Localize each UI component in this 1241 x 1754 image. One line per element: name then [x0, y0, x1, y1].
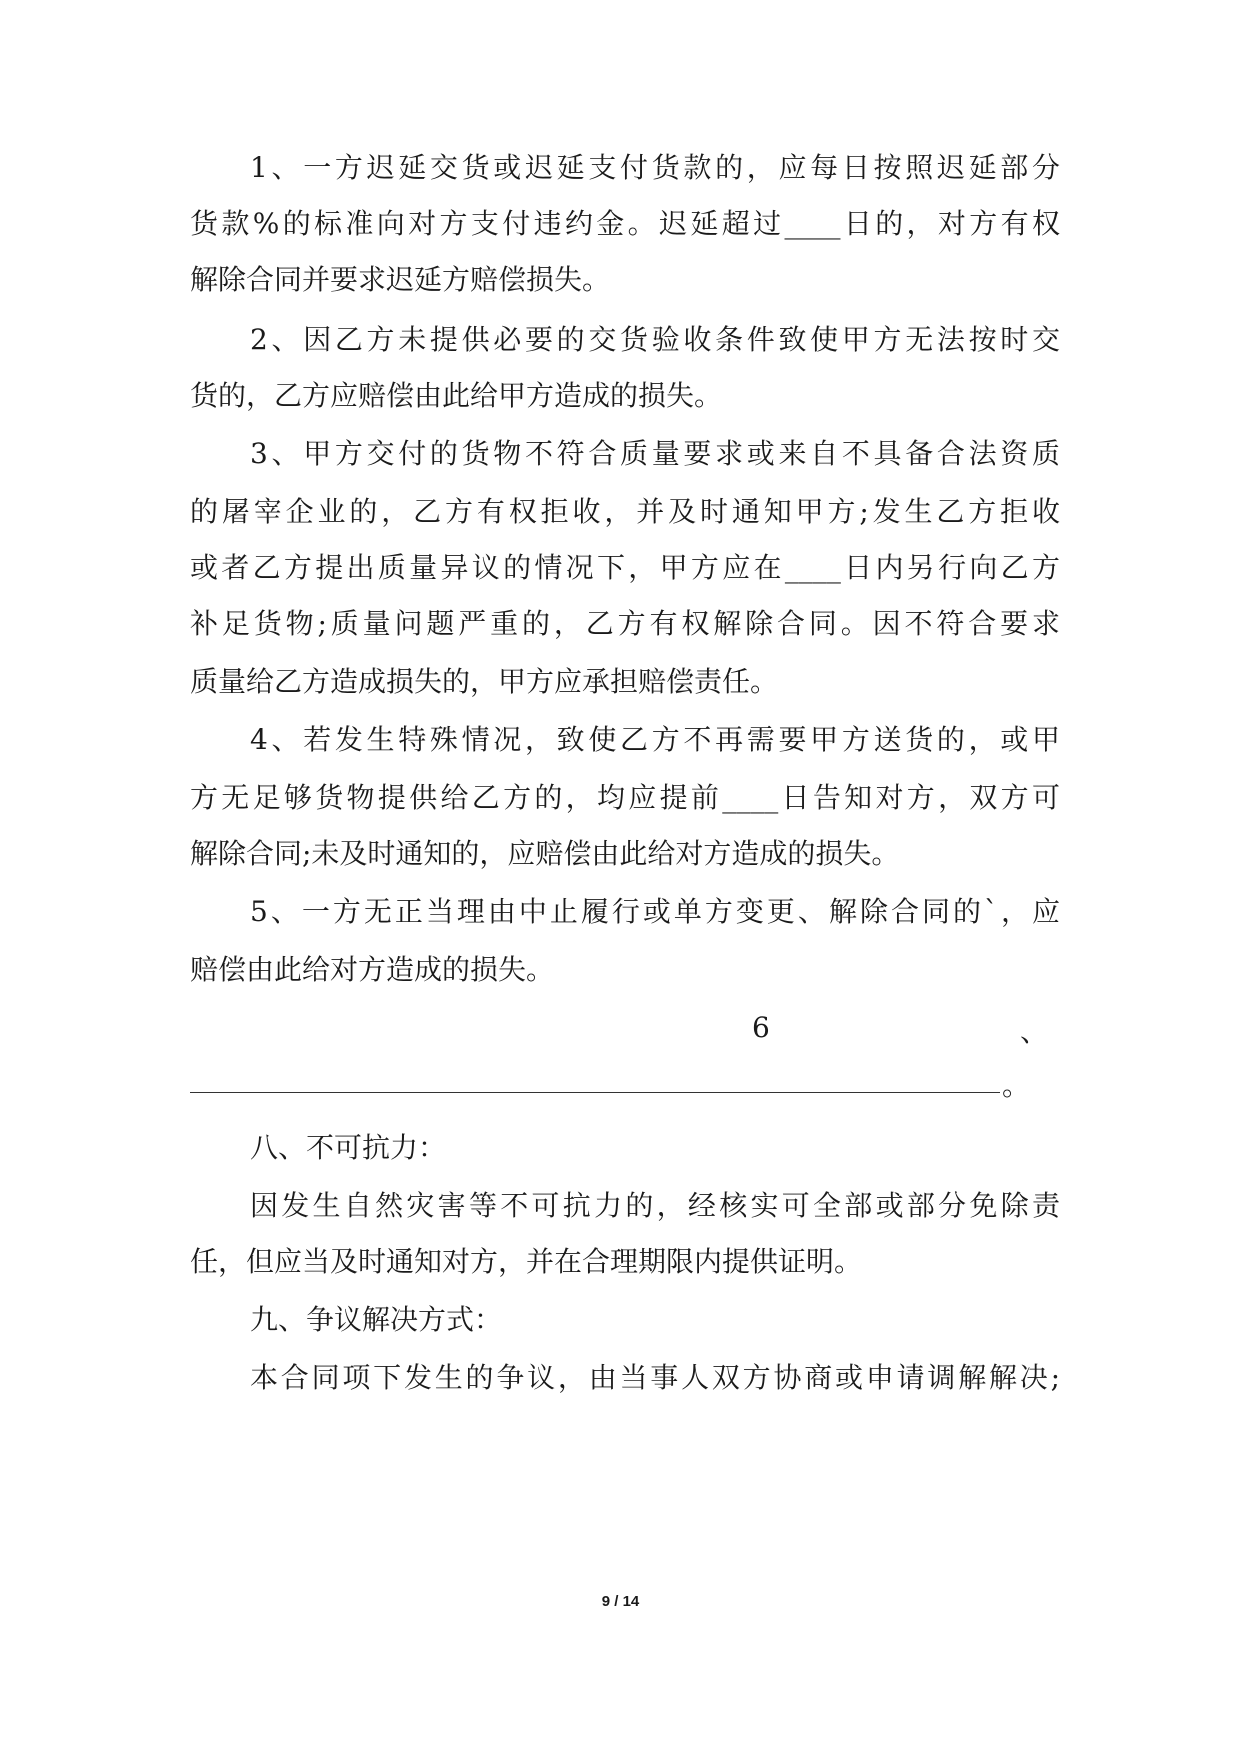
clause-1-line-3: 解除合同并要求迟延方赔偿损失。: [190, 263, 611, 296]
blank-fill-line: [190, 1092, 1000, 1093]
clause-3-line-2: 的屠宰企业的，乙方有权拒收，并及时通知甲方;发生乙方拒收: [190, 495, 1060, 528]
section-9-line-1: 本合同项下发生的争议，由当事人双方协商或申请调解解决;: [250, 1361, 1060, 1394]
section-8-line-2: 任，但应当及时通知对方，并在合理期限内提供证明。: [190, 1245, 863, 1278]
clause-5-line-1: 5、一方无正当理由中止履行或单方变更、解除合同的`，应: [250, 895, 1060, 928]
clause-3-line-1: 3、甲方交付的货物不符合质量要求或来自不具备合法资质: [250, 437, 1060, 470]
clause-2-line-2: 货的，乙方应赔偿由此给甲方造成的损失。: [190, 379, 723, 412]
clause-3-line-5: 质量给乙方造成损失的，甲方应承担赔偿责任。: [190, 665, 779, 698]
clause-3-line-3: 或者乙方提出质量异议的情况下，甲方应在____日内另行向乙方: [190, 551, 1060, 584]
section-8-heading: 八、不可抗力：: [250, 1131, 447, 1164]
section-9-heading: 九、争议解决方式：: [250, 1303, 503, 1336]
clause-4-line-3: 解除合同;未及时通知的，应赔偿由此给对方造成的损失。: [190, 837, 900, 870]
clause-6-end: 。: [1002, 1069, 1031, 1102]
page-number: 9 / 14: [601, 1593, 640, 1610]
clause-3-line-4: 补足货物;质量问题严重的，乙方有权解除合同。因不符合要求: [190, 607, 1060, 640]
clause-5-line-2: 赔偿由此给对方造成的损失。: [190, 953, 555, 986]
section-8-line-1: 因发生自然灾害等不可抗力的，经核实可全部或部分免除责: [250, 1189, 1060, 1222]
clause-1-line-1: 1、一方迟延交货或迟延支付货款的，应每日按照迟延部分: [250, 151, 1060, 184]
clause-4-line-2: 方无足够货物提供给乙方的，均应提前____日告知对方，双方可: [190, 781, 1060, 814]
clause-4-line-1: 4、若发生特殊情况，致使乙方不再需要甲方送货的，或甲: [250, 723, 1060, 756]
clause-1-line-2: 货款%的标准向对方支付违约金。迟延超过____日的，对方有权: [190, 207, 1060, 240]
clause-2-line-1: 2、因乙方未提供必要的交货验收条件致使甲方无法按时交: [250, 323, 1060, 356]
clause-6-number: 6: [752, 1011, 770, 1044]
clause-6-mark: 、: [1020, 1015, 1049, 1048]
